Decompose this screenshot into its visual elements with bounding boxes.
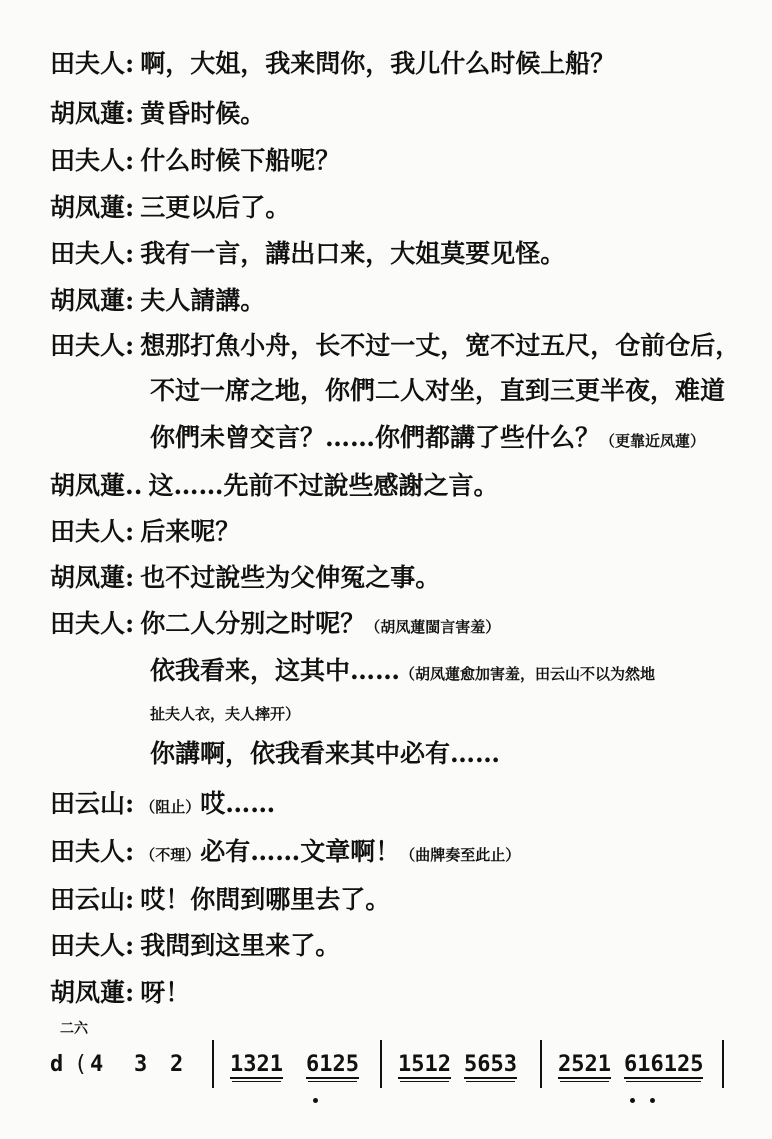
separator: :	[125, 517, 135, 546]
separator: :	[125, 609, 135, 638]
speaker: 田夫人	[50, 931, 126, 960]
score-note-group: 2521	[558, 1052, 611, 1077]
score-note-group: 616125	[624, 1052, 704, 1077]
dialogue-line	[50, 977, 190, 1009]
score-note-group: 5653	[464, 1052, 517, 1077]
continuation-line	[150, 422, 705, 457]
dialogue-line	[50, 470, 498, 502]
separator: ..	[125, 471, 143, 500]
dialogue-text: 依我看来，这其中……	[150, 656, 401, 685]
dialogue-line	[50, 192, 290, 224]
dialogue-text: 啊，大姐，我来問你，我儿什么时候上船？	[140, 49, 616, 78]
separator: :	[125, 978, 135, 1007]
page-number: 二六	[60, 1021, 88, 1037]
octave-dot	[650, 1098, 655, 1103]
speaker: 胡凤蓮	[50, 99, 126, 128]
stage-direction: （胡凤蓮愈加害羞，田云山不以为然地	[400, 665, 656, 683]
dialogue-line	[50, 98, 265, 130]
dialogue-text: 黄昏时候。	[140, 99, 266, 128]
dialogue-text: 你們未曾交言？……你們都講了些什么？	[150, 423, 601, 452]
score-note-group: 6125	[306, 1052, 359, 1077]
dialogue-text: 后来呢？	[140, 517, 241, 546]
continuation-line: 你講啊，依我看来其中必有……	[150, 739, 501, 768]
separator: :	[125, 789, 135, 818]
dialogue-line	[50, 608, 500, 643]
stage-direction: （阻止）	[140, 798, 201, 816]
dialogue-text: 我有一言，講出口来，大姐莫要见怪。	[140, 239, 566, 268]
bar-line	[722, 1040, 724, 1088]
dialogue-text: 哎！你問到哪里去了。	[140, 885, 391, 914]
dialogue-text: 哎……	[200, 789, 276, 818]
score-note-group: 1512	[398, 1052, 451, 1077]
dialogue-line	[50, 145, 340, 177]
score-note: 4	[90, 1052, 104, 1077]
dialogue-line	[50, 930, 340, 962]
speaker: 胡凤蓮	[50, 471, 126, 500]
separator: :	[125, 837, 135, 866]
separator: :	[125, 99, 135, 128]
stage-direction: （曲牌奏至此止）	[400, 846, 521, 864]
speaker: 田夫人	[50, 609, 126, 638]
stage-direction-continuation: 扯夫人衣，夫人摔开）	[150, 705, 301, 723]
stage-direction: （胡凤蓮閩言害羞）	[365, 618, 501, 636]
dialogue-line	[50, 285, 265, 317]
bar-line	[212, 1040, 214, 1088]
score-note: 3	[134, 1052, 148, 1077]
speaker: 田夫人	[50, 517, 126, 546]
bar-line	[380, 1040, 382, 1088]
dialogue-line	[50, 788, 275, 823]
separator: :	[125, 885, 135, 914]
speaker: 田夫人	[50, 331, 126, 360]
score-note: 2	[170, 1052, 184, 1077]
dialogue-text: 什么时候下船呢？	[140, 146, 341, 175]
speaker: 胡凤蓮	[50, 978, 126, 1007]
speaker: 田夫人	[50, 49, 126, 78]
dialogue-line	[50, 330, 740, 362]
speaker: 田云山	[50, 885, 126, 914]
continuation-line	[150, 655, 655, 690]
dialogue-line	[50, 48, 615, 80]
octave-dot	[313, 1098, 318, 1103]
dialogue-line	[50, 836, 520, 871]
dialogue-text: 夫人請講。	[140, 286, 266, 315]
dialogue-line	[50, 884, 390, 916]
dialogue-text: 我問到这里来了。	[140, 931, 341, 960]
speaker: 田云山	[50, 789, 126, 818]
speaker: 胡凤蓮	[50, 563, 126, 592]
separator: :	[125, 286, 135, 315]
score-key: d	[50, 1052, 64, 1077]
speaker: 田夫人	[50, 146, 126, 175]
score-bracket: (	[74, 1052, 88, 1077]
dialogue-text: 你二人分别之时呢？	[140, 609, 366, 638]
dialogue-line	[50, 238, 565, 270]
separator: :	[125, 331, 135, 360]
speaker: 胡凤蓮	[50, 286, 126, 315]
dialogue-text: 三更以后了。	[140, 193, 291, 222]
stage-direction: （更靠近凤蓮）	[600, 432, 706, 450]
score-note-group: 1321	[230, 1052, 283, 1077]
bar-line	[540, 1040, 542, 1088]
jianpu-score	[50, 1040, 740, 1110]
separator: :	[125, 146, 135, 175]
separator: :	[125, 931, 135, 960]
speaker: 田夫人	[50, 837, 126, 866]
dialogue-text: 这……先前不过說些感謝之言。	[148, 471, 499, 500]
separator: :	[125, 239, 135, 268]
separator: :	[125, 49, 135, 78]
dialogue-text: 必有……文章啊！	[200, 837, 401, 866]
separator: :	[125, 563, 135, 592]
dialogue-line	[50, 516, 240, 548]
dialogue-line	[50, 562, 440, 594]
dialogue-text: 想那打魚小舟，长不过一丈，宽不过五尺，仓前仓后，	[140, 331, 741, 360]
dialogue-text: 也不过說些为父伸冤之事。	[140, 563, 441, 592]
speaker: 胡凤蓮	[50, 193, 126, 222]
dialogue-text: 呀！	[140, 978, 191, 1007]
stage-direction: （不理）	[140, 846, 201, 864]
continuation-line: 不过一席之地，你們二人对坐，直到三更半夜，难道	[150, 376, 726, 405]
speaker: 田夫人	[50, 239, 126, 268]
separator: :	[125, 193, 135, 222]
octave-dot	[630, 1098, 635, 1103]
